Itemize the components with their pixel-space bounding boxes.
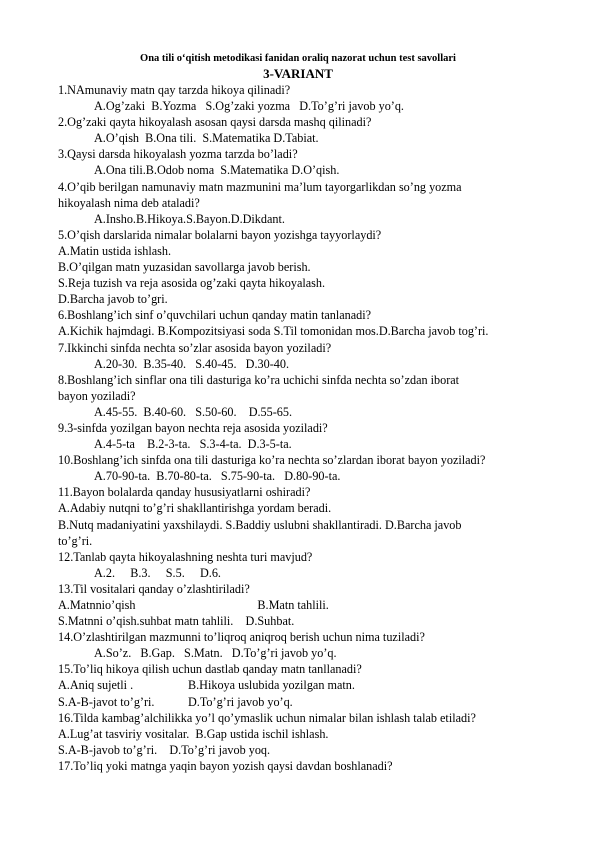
text-line: A.Matnnio’qish B.Matn tahlili. — [58, 598, 329, 612]
text-line: S.Matnni o’qish.suhbat matn tahlili. D.Suhbat. — [58, 614, 295, 629]
text-line: to’g’ri. — [58, 533, 93, 548]
text-line: 3.Qaysi darsda hikoyalash yozma tarzda bo’ladi? — [58, 147, 298, 162]
text-line: 16.Tilda kambag’alchilikka yo’l qo’ymaslik uchun nimalar bilan ishlash talab etiladi? — [58, 710, 476, 725]
text-line: S.Reja tuzish va reja asosida og’zaki qayta hikoyalash. — [58, 276, 326, 291]
text-line: 10.Boshlang’ich sinfda ona tili dasturiga ko’ra nechta so’zlardan iborat bayon yoziladi? — [58, 453, 486, 468]
text-line: B.Nutq madaniyatini yaxshilaydi. S.Baddiy uslubni shakllantiradi. D.Barcha javob — [58, 517, 462, 532]
text-line: D.Barcha javob to’gri. — [58, 292, 168, 307]
text-line: hikoyalash nima deb ataladi? — [58, 195, 200, 210]
variant-heading: 3-VARIANT — [263, 66, 333, 81]
text-line: 17.To’liq yoki matnga yaqin bayon yozish qaysi davdan boshlanadi? — [58, 758, 393, 773]
text-line: 2.Og’zaki qayta hikoyalash asosan qaysi darsda mashq qilinadi? — [58, 115, 372, 130]
answer-options-line: A.Insho.B.Hikoya.S.Bayon.D.Dikdant. — [94, 211, 285, 226]
answer-options-line: A.Ona tili.B.Odob noma S.Matematika D.O’qish. — [94, 163, 340, 178]
answer-options-line: A.Og’zaki B.Yozma S.Og’zaki yozma D.To’g’ri javob yo’q. — [94, 99, 404, 114]
answer-options-line: A.20-30. B.35-40. S.40-45. D.30-40. — [94, 356, 289, 371]
text-line: 8.Boshlang’ich sinflar ona tili dasturiga ko’ra uchichi sinfda nechta so’zdan iborat — [58, 372, 460, 387]
text-line: A.Kichik hajmdagi. B.Kompozitsiyasi soda S.Til tomonidan mos.D.Barcha javob tog’ri. — [58, 324, 489, 339]
answer-options-line: A.So’z. B.Gap. S.Matn. D.To’g’ri javob yo’q. — [94, 646, 337, 661]
text-line: 4.O’qib berilgan namunaviy matn mazmunini ma’lum tayorgarlikdan so’ng yozma — [58, 179, 462, 194]
text-line: 14.O’zlashtirilgan mazmunni to’liqroq aniqroq berish uchun nima tuziladi? — [58, 630, 425, 645]
text-line: bayon yoziladi? — [58, 388, 136, 403]
text-line: 11.Bayon bolalarda qanday hususiyatlarni oshiradi? — [58, 485, 311, 500]
text-line: 13.Til vositalari qanday o’zlashtiriladi? — [58, 581, 250, 596]
answer-options-line: A.45-55. B.40-60. S.50-60. D.55-65. — [94, 404, 293, 419]
answer-options-line: A.2. B.3. S.5. D.6. — [94, 565, 221, 580]
text-line: A.Lug’at tasviriy vositalar. B.Gap ustida ischil ishlash. — [58, 726, 329, 741]
text-line: 6.Boshlang’ich sinf o’quvchilari uchun qanday matin tanlanadi? — [58, 308, 372, 323]
text-line: A.Aniq sujetli . B.Hikoya uslubida yozilgan matn. — [58, 678, 355, 693]
text-line: 12.Tanlab qayta hikoyalashning neshta turi mavjud? — [58, 549, 313, 564]
answer-options-line: A.4-5-ta B.2-3-ta. S.3-4-ta. D.3-5-ta. — [94, 437, 292, 452]
answer-options-line: A.70-90-ta. B.70-80-ta. S.75-90-ta. D.80-90-ta. — [94, 469, 341, 484]
text-line: 9.3-sinfda yozilgan bayon nechta reja asosida yoziladi? — [58, 420, 328, 435]
text-line: 1.NAmunaviy matn qay tarzda hikoya qilinadi? — [58, 83, 291, 97]
document-title: Ona tili o‘qitish metodikasi fanidan oraliq nazorat uchun test savollari — [140, 53, 456, 64]
text-line: 15.To’liq hikoya qilish uchun dastlab qanday matn tanllanadi? — [58, 662, 362, 677]
text-line: S.A-B-javob to’g’ri. D.To’g’ri javob yoq. — [58, 742, 271, 757]
question-list — [58, 82, 588, 774]
answer-options-line: A.O’qish B.Ona tili. S.Matematika D.Tabiat. — [94, 131, 319, 146]
text-line: 7.Ikkinchi sinfda nechta so’zlar asosida bayon yoziladi? — [58, 340, 332, 355]
text-line: 5.O’qish darslarida nimalar bolalarni bayon yozishga tayyorlaydi? — [58, 227, 382, 242]
text-line: B.O’qilgan matn yuzasidan savollarga javob berish. — [58, 260, 311, 275]
text-line: A.Matin ustida ishlash. — [58, 243, 172, 258]
text-line: S.A-B-javot to’g’ri. D.To’g’ri javob yo’q. — [58, 694, 293, 709]
text-line: A.Adabiy nutqni to’g’ri shakllantirishga yordam beradi. — [58, 501, 332, 516]
